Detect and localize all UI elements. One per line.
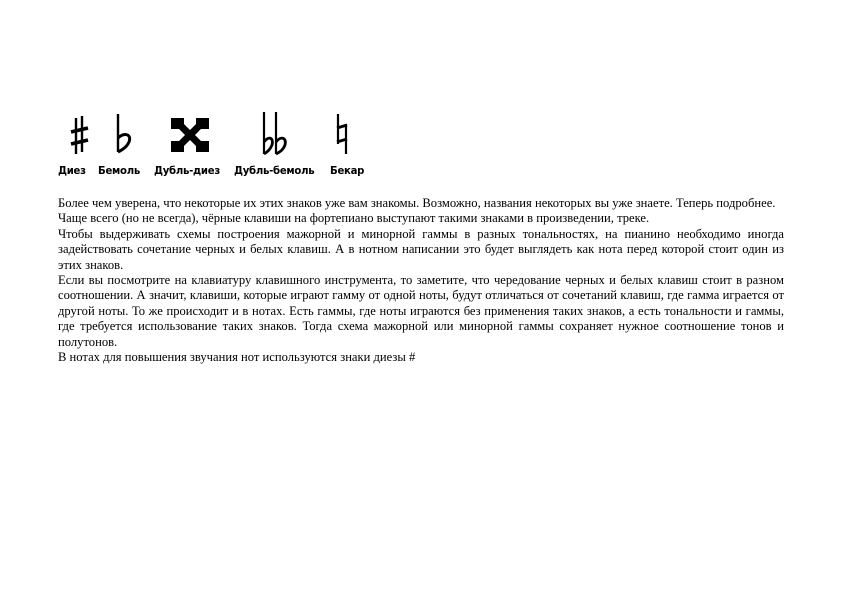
accidentals-figure — [58, 110, 370, 182]
flat-icon — [114, 114, 134, 154]
paragraph: Более чем уверена, что некоторые их этих знаков уже вам знакомы. Возможно, названия некоторых вы уже знаете. Теперь подробнее. — [58, 196, 776, 210]
double-sharp-label: Дубль-диез — [154, 164, 220, 177]
double-flat-icon — [258, 112, 290, 156]
flat-label: Бемоль — [98, 164, 140, 177]
paragraph: В нотах для повышения звучания нот используются знаки диезы # — [58, 350, 416, 365]
paragraph: Чтобы выдерживать схемы построения мажорной и минорной гаммы в разных тональностях, на пианино необходимо иногда задействовать сочетание черных и белых клавиш. А в нотном написании это будет выглядеть как нота перед которой стоит один из этих знаков. — [58, 226, 784, 272]
paragraph: Чаще всего (но не всегда), чёрные клавиши на фортепиано выступают такими знаками в произведении, треке. — [58, 211, 650, 226]
body-text — [58, 196, 784, 365]
natural-icon — [334, 114, 350, 154]
double-flat-label: Дубль-бемоль — [234, 164, 315, 177]
paragraph: Если вы посмотрите на клавиатуру клавишного инструмента, то заметите, что чередование черных и белых клавиш стоит в разном соотношении. А значит, клавиши, которые играют гамму от одной ноты, будут отличаться от сочетаний клавиш, где гамма играется от другой ноты. То же происходит и в нотах. Есть гаммы, где ноты играются без применения таких знаков, а есть тональности и гаммы, где требуется использование таких знаков. Тогда схема мажорной или минорной гаммы сохраняет нужное соотношение тонов и полутонов. — [58, 273, 784, 349]
sharp-icon — [68, 116, 90, 156]
double-sharp-icon — [171, 118, 209, 152]
sharp-label: Диез — [58, 164, 86, 177]
natural-label: Бекар — [330, 164, 365, 177]
